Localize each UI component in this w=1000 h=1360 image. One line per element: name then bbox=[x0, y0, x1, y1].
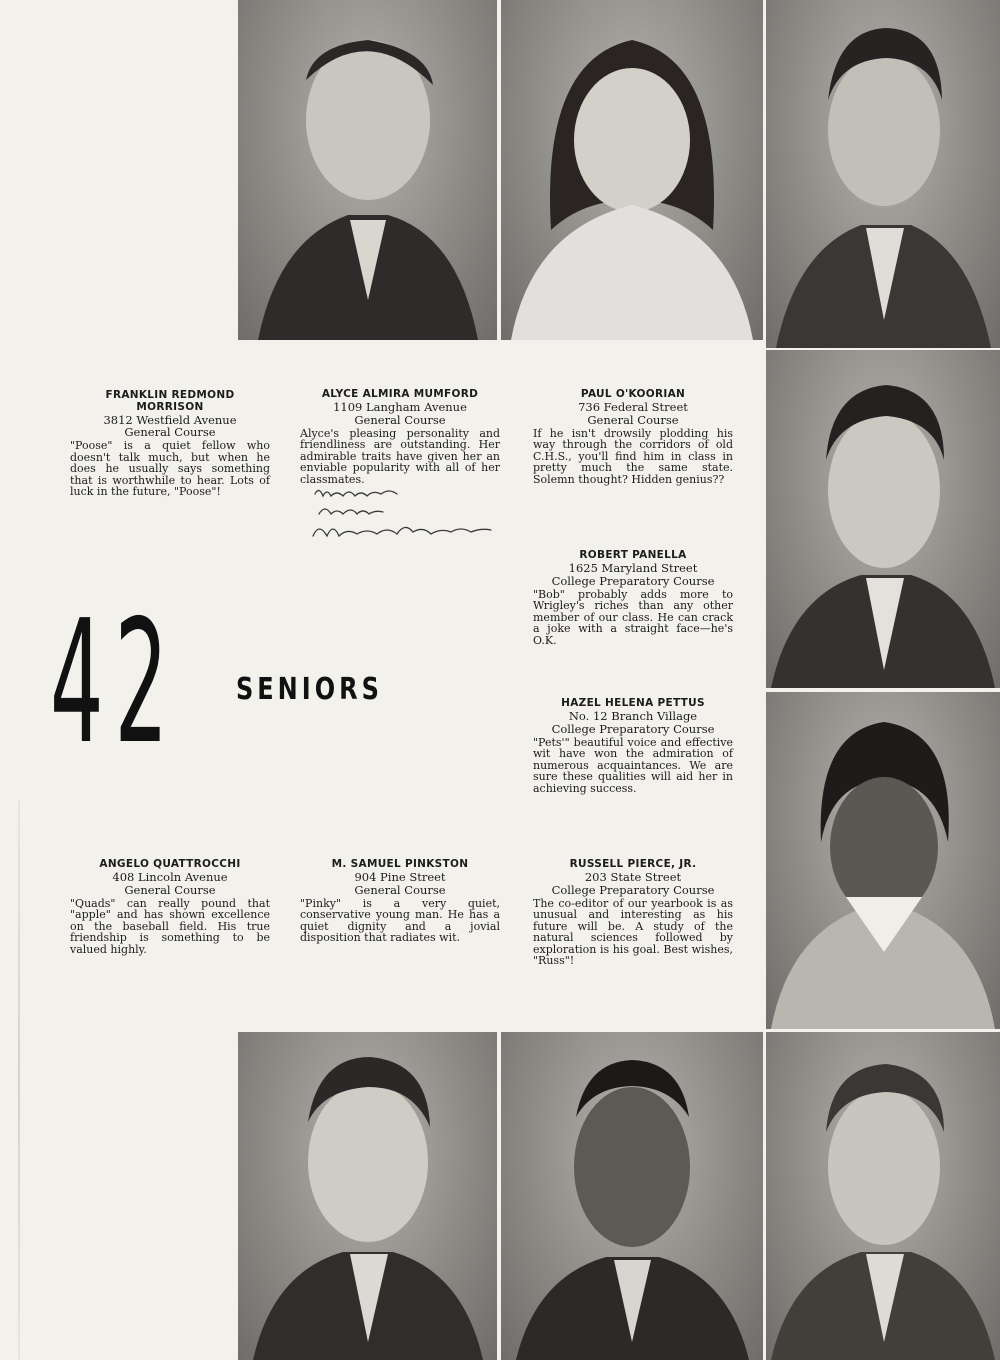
section-title: SENIORS bbox=[236, 672, 383, 707]
student-description: "Bob" probably adds more to Wrigley's riches than any other member of our class. He can crack a joke with a straight face—he's O.K. bbox=[533, 587, 733, 647]
student-entry-okoorian bbox=[533, 389, 733, 485]
student-address: 1625 Maryland Street bbox=[568, 560, 698, 575]
student-entry-morrison bbox=[70, 390, 270, 498]
student-course: College Preparatory Course bbox=[551, 573, 715, 588]
student-description: "Pets'" beautiful voice and effective wit have won the admiration of numerous acquaintances. We are sure these qualities will aid her in achieving success. bbox=[533, 735, 733, 795]
student-name: ROBERT PANELLA bbox=[579, 549, 687, 561]
student-name: FRANKLIN REDMOND MORRISON bbox=[105, 389, 235, 413]
student-address: 904 Pine Street bbox=[354, 869, 446, 884]
student-description: Alyce's pleasing personality and friendliness are outstanding. Her admirable traits have given her an enviable popularity with all of her classmates. bbox=[300, 426, 500, 486]
portrait-pierce bbox=[766, 1032, 1000, 1360]
student-entry-quattrocchi bbox=[70, 859, 270, 955]
student-name: ANGELO QUATTROCCHI bbox=[99, 858, 241, 870]
student-name: HAZEL HELENA PETTUS bbox=[561, 697, 705, 709]
portrait-okoorian bbox=[766, 0, 1000, 348]
student-address: 3812 Westfield Avenue bbox=[103, 412, 237, 427]
portrait-panella bbox=[766, 350, 1000, 688]
student-address: 1109 Langham Avenue bbox=[333, 399, 467, 414]
portrait-pinkston bbox=[501, 1032, 763, 1360]
handwritten-note bbox=[305, 482, 505, 550]
student-course: College Preparatory Course bbox=[551, 882, 715, 897]
student-name: ALYCE ALMIRA MUMFORD bbox=[321, 388, 479, 400]
page-number: 42 bbox=[50, 584, 180, 782]
student-name: RUSSELL PIERCE, JR. bbox=[569, 858, 697, 870]
portrait-morrison bbox=[238, 0, 497, 340]
student-entry-pinkston bbox=[300, 859, 500, 944]
student-name: PAUL O'KOORIAN bbox=[580, 388, 686, 400]
student-course: General Course bbox=[354, 412, 446, 427]
student-address: No. 12 Branch Village bbox=[568, 708, 698, 723]
student-course: General Course bbox=[587, 412, 679, 427]
student-entry-mumford bbox=[300, 389, 500, 485]
portrait-quattrocchi bbox=[238, 1032, 497, 1360]
student-course: General Course bbox=[354, 882, 446, 897]
student-description: "Pinky" is a very quiet, conservative young man. He has a quiet dignity and a jovial disposition that radiates wit. bbox=[300, 896, 500, 945]
student-address: 736 Federal Street bbox=[578, 399, 688, 414]
student-course: College Preparatory Course bbox=[551, 721, 715, 736]
student-description: "Poose" is a quiet fellow who doesn't talk much, but when he does he usually says something that is worthwhile to hear. Lots of luck in the future, "Poose"! bbox=[70, 439, 270, 499]
student-entry-pettus bbox=[533, 698, 733, 794]
student-description: The co-editor of our yearbook is as unusual and interesting as his future will be. A study of the natural sciences followed by exploration is his goal. Best wishes, "Russ"! bbox=[533, 896, 733, 968]
student-course: General Course bbox=[124, 425, 216, 440]
student-address: 203 State Street bbox=[584, 869, 682, 884]
student-address: 408 Lincoln Avenue bbox=[112, 869, 228, 884]
student-entry-pierce bbox=[533, 859, 733, 967]
student-entry-panella bbox=[533, 550, 733, 646]
student-description: If he isn't drowsily plodding his way through the corridors of old C.H.S., you'll find him in class in pretty much the same state. Solemn thought? Hidden genius?? bbox=[533, 426, 733, 486]
student-course: General Course bbox=[124, 882, 216, 897]
student-name: M. SAMUEL PINKSTON bbox=[331, 858, 469, 870]
portrait-mumford bbox=[501, 0, 763, 340]
student-description: "Quads" can really pound that "apple" and has shown excellence on the baseball field. His true friendship is something to be valued highly. bbox=[70, 896, 270, 956]
portrait-pettus bbox=[766, 692, 1000, 1029]
page-fold-shadow bbox=[18, 800, 20, 1360]
